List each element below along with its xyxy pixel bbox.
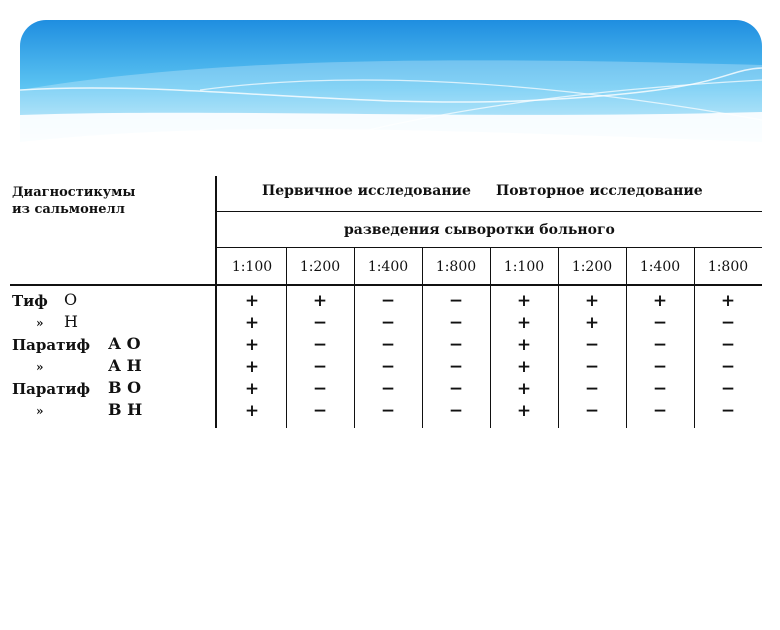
result-cell: − [380,313,396,333]
result-cell: − [380,401,396,421]
result-cell: − [448,379,464,399]
row-antigen: А О [108,334,141,353]
result-cell: − [652,379,668,399]
result-cell: − [448,401,464,421]
result-cell: − [720,401,736,421]
result-cell: − [720,335,736,355]
result-cell: − [720,313,736,333]
rule-under-header [10,284,762,286]
result-cell: + [244,401,260,421]
result-cell: + [516,291,532,311]
result-cell: + [244,291,260,311]
row-name: » [36,360,44,374]
result-cell: − [448,335,464,355]
dilution-header: 1:100 [231,259,273,275]
result-cell: − [312,335,328,355]
result-cell: + [244,357,260,377]
row-antigen: В Н [108,400,143,419]
dilution-header: 1:400 [367,259,409,275]
dilution-header: 1:800 [707,259,749,275]
result-cell: + [244,335,260,355]
row-name: » [36,316,44,330]
row-name: Паратиф [12,380,91,398]
stub-header-line1: Диагностикумы [12,185,136,200]
result-cell: − [584,401,600,421]
row-name: » [36,404,44,418]
result-cell: + [584,313,600,333]
result-cell: − [380,357,396,377]
result-cell: − [584,335,600,355]
row-name: Тиф [12,292,48,310]
result-cell: − [448,313,464,333]
result-cell: + [516,313,532,333]
result-cell: + [516,357,532,377]
dilution-header: 1:200 [299,259,341,275]
result-cell: − [652,313,668,333]
result-cell: + [244,379,260,399]
result-cell: + [584,291,600,311]
result-cell: + [312,291,328,311]
dilution-header: 1:400 [639,259,681,275]
dilution-header: 1:800 [435,259,477,275]
result-cell: − [380,291,396,311]
result-cell: − [720,379,736,399]
result-cell: − [652,335,668,355]
result-cell: + [244,313,260,333]
result-cell: − [584,379,600,399]
result-cell: − [720,357,736,377]
result-cell: − [652,357,668,377]
result-cell: − [312,401,328,421]
result-cell: − [380,335,396,355]
result-cell: + [516,401,532,421]
stub-divider [215,176,217,428]
dilution-header: 1:100 [503,259,545,275]
result-cell: − [448,357,464,377]
row-antigen: А Н [108,356,142,375]
result-cell: + [516,379,532,399]
result-cell: − [312,357,328,377]
group-header-repeat: Повторное исследование [496,183,703,199]
result-cell: − [312,313,328,333]
result-cell: − [584,357,600,377]
row-antigen: В О [108,378,142,397]
result-cell: − [312,379,328,399]
result-cell: − [652,401,668,421]
subheader-dilutions: разведения сыворотки больного [344,222,615,238]
row-antigen: Н [64,312,78,331]
row-name: Паратиф [12,336,91,354]
dilution-header: 1:200 [571,259,613,275]
result-cell: + [720,291,736,311]
result-cell: + [652,291,668,311]
stub-header-line2: из сальмонелл [12,202,125,217]
row-antigen: О [64,290,78,309]
result-cell: − [448,291,464,311]
group-header-primary: Первичное исследование [262,183,471,199]
result-cell: − [380,379,396,399]
result-cell: + [516,335,532,355]
rule-under-groups [217,211,762,212]
